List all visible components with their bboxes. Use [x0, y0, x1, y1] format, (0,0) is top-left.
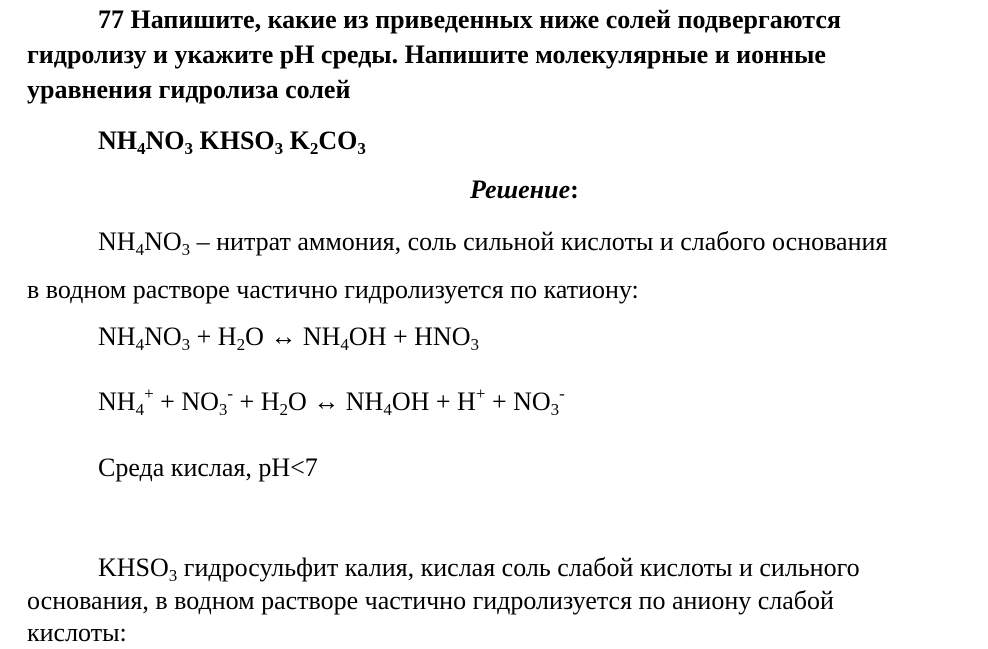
ionic-equation: $NH_4^+ + NO_3^- + H_2O$ ↔ $NH_4OH + H^+ + NO_3^-$ [98, 384, 565, 419]
para2-line-2: основания, в водном растворе частично гидролизуется по аниону слабой [27, 586, 834, 615]
para1-line-2: в водном растворе частично гидролизуется по катиону: [27, 275, 639, 304]
para2-line-3: кислоты: [27, 618, 127, 647]
para1-line-1: $NH_4NO_3$ – нитрат аммония, соль сильной кислоты и слабого основания [98, 227, 888, 259]
salt-formulas: $NH_4NO_3$ $KHSO_3$ $K_2CO_3$ [98, 126, 366, 158]
solution-heading: Решение: [470, 175, 579, 204]
medium-conclusion: Среда кислая, pH<7 [98, 453, 318, 482]
task-line-1: 77 Напишите, какие из приведенных ниже солей подвергаются [98, 5, 841, 34]
molecular-equation: $NH_4NO_3 + H_2O$ ↔ $NH_4OH + HNO_3$ [98, 322, 479, 354]
para2-line-1: $KHSO_3$ гидросульфит калия, кислая соль слабой кислоты и сильного [98, 553, 860, 585]
task-line-2: гидролизу и укажите pH среды. Напишите молекулярные и ионные [27, 40, 826, 69]
task-line-3: уравнения гидролиза солей [27, 75, 351, 104]
